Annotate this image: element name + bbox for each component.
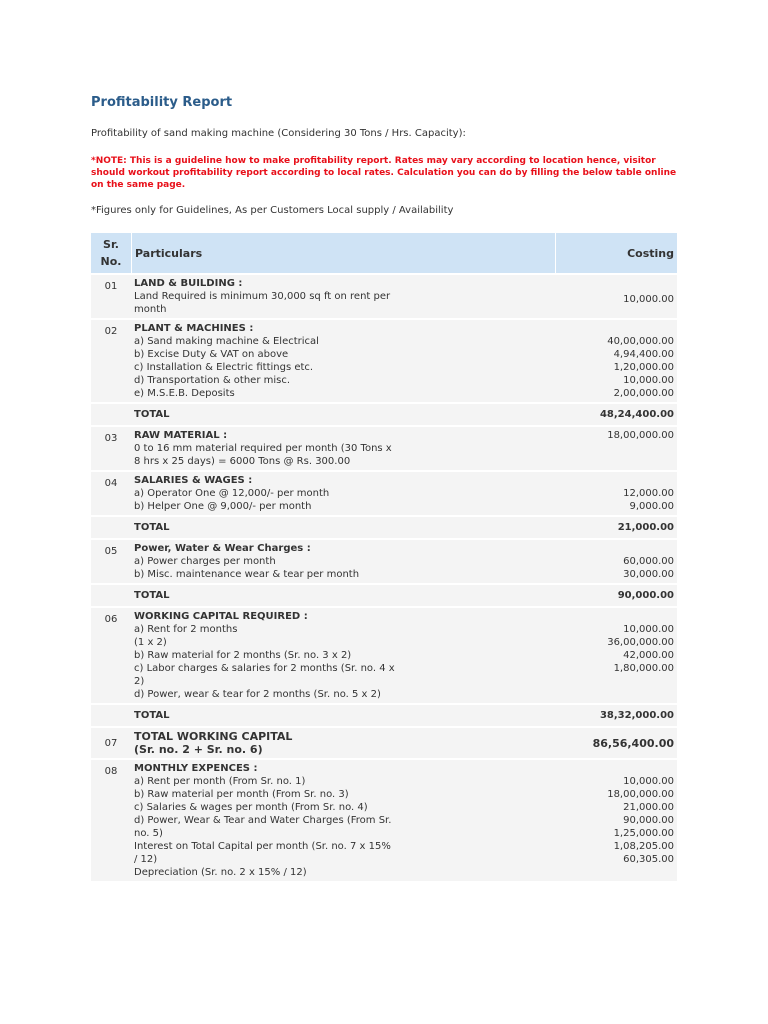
- section-subheading: (Sr. no. 2 + Sr. no. 6): [134, 743, 263, 756]
- row-particulars: [131, 540, 555, 583]
- line-item: c) Salaries & wages per month (From Sr. no. 4): [134, 802, 368, 813]
- cost-value: 10,000.00: [623, 294, 674, 305]
- cost-value: 10,000.00: [623, 776, 674, 787]
- line-item: a) Sand making machine & Electrical: [134, 336, 319, 347]
- cost-value: 9,000.00: [629, 501, 674, 512]
- row-particulars: [131, 427, 555, 470]
- row-description: Land Required is minimum 30,000 sq ft on rent per month: [134, 291, 391, 315]
- line-item: d) Power, Wear & Tear and Water Charges (From Sr. no. 5): [134, 815, 392, 839]
- total-value: 21,000.00: [555, 517, 677, 538]
- total-row: [91, 585, 677, 606]
- cost-value: 60,000.00: [623, 556, 674, 567]
- header-costing: Costing: [555, 233, 677, 273]
- total-value: 90,000.00: [555, 585, 677, 606]
- line-item: b) Raw material per month (From Sr. no. 3): [134, 789, 349, 800]
- line-item: c) Labor charges & salaries for 2 months (Sr. no. 4 x 2): [134, 663, 395, 687]
- row-number: 04: [91, 472, 131, 515]
- section-heading: TOTAL WORKING CAPITAL: [134, 730, 293, 743]
- row-particulars: [131, 728, 555, 758]
- line-item: b) Excise Duty & VAT on above: [134, 349, 289, 360]
- row-particulars: [131, 760, 555, 881]
- cost-value: 30,000.00: [623, 569, 674, 580]
- line-item: b) Raw material for 2 months (Sr. no. 3 x 2): [134, 650, 352, 661]
- cost-value: 1,25,000.00: [613, 828, 674, 839]
- page-title: Profitability Report: [91, 95, 233, 110]
- profitability-table: [91, 231, 677, 883]
- table-row: [91, 728, 677, 758]
- row-cost: [555, 427, 677, 470]
- section-heading: RAW MATERIAL :: [134, 430, 228, 441]
- line-item: a) Rent for 2 months (1 x 2): [134, 624, 238, 648]
- table-row: [91, 472, 677, 515]
- cost-value: 12,000.00: [623, 488, 674, 499]
- total-label: TOTAL: [131, 517, 555, 538]
- section-heading: WORKING CAPITAL REQUIRED :: [134, 611, 308, 622]
- line-item: b) Helper One @ 9,000/- per month: [134, 501, 312, 512]
- row-number: 02: [91, 320, 131, 402]
- row-particulars: [131, 320, 555, 402]
- row-number: 03: [91, 427, 131, 470]
- total-row: [91, 705, 677, 726]
- total-label: TOTAL: [131, 585, 555, 606]
- row-number: 07: [91, 728, 131, 758]
- cost-value: 1,08,205.00: [613, 841, 674, 852]
- line-item: d) Power, wear & tear for 2 months (Sr. no. 5 x 2): [134, 689, 381, 700]
- cost-value: 42,000.00: [623, 650, 674, 661]
- row-number: 01: [91, 275, 131, 318]
- table-row: [91, 540, 677, 583]
- table-header-row: [91, 233, 677, 273]
- cost-value: 18,00,000.00: [607, 430, 674, 441]
- row-number: 08: [91, 760, 131, 881]
- row-cost: [555, 540, 677, 583]
- row-description: 0 to 16 mm material required per month (30 Tons x 8 hrs x 25 days) = 6000 Tons @ Rs. 300.00: [134, 443, 392, 467]
- total-value: 48,24,400.00: [555, 404, 677, 425]
- cost-value: 10,000.00: [623, 624, 674, 635]
- row-cost: [555, 608, 677, 703]
- figures-note: *Figures only for Guidelines, As per Customers Local supply / Availability: [91, 205, 454, 216]
- row-particulars: [131, 472, 555, 515]
- row-cost: [555, 760, 677, 881]
- note-text: *NOTE: This is a guideline how to make profitability report. Rates may vary according to location hence, visitor should workout profitability report according to local rates. Calculation you can do by filling the below table online on the same page.: [91, 156, 677, 190]
- row-cost: 86,56,400.00: [555, 728, 677, 758]
- section-heading: Power, Water & Wear Charges :: [134, 543, 311, 554]
- cost-value: 1,20,000.00: [613, 362, 674, 373]
- total-value: 38,32,000.00: [555, 705, 677, 726]
- cost-value: 36,00,000.00: [607, 637, 674, 648]
- cost-value: 2,00,000.00: [613, 388, 674, 399]
- cost-value: 90,000.00: [623, 815, 674, 826]
- line-item: c) Installation & Electric fittings etc.: [134, 362, 314, 373]
- line-item: a) Rent per month (From Sr. no. 1): [134, 776, 306, 787]
- table-row: [91, 608, 677, 703]
- table-row: [91, 760, 677, 881]
- line-item: b) Misc. maintenance wear & tear per month: [134, 569, 360, 580]
- line-item: Depreciation (Sr. no. 2 x 15% / 12): [134, 867, 307, 878]
- section-heading: PLANT & MACHINES :: [134, 323, 254, 334]
- total-row: [91, 404, 677, 425]
- intro-text: Profitability of sand making machine (Considering 30 Tons / Hrs. Capacity):: [91, 128, 466, 139]
- line-item: a) Power charges per month: [134, 556, 276, 567]
- row-particulars: [131, 608, 555, 703]
- header-sr-no: Sr. No.: [91, 233, 131, 273]
- table-row: [91, 275, 677, 318]
- row-cost: [555, 275, 677, 318]
- header-particulars: Particulars: [131, 233, 555, 273]
- line-item: a) Operator One @ 12,000/- per month: [134, 488, 330, 499]
- section-heading: MONTHLY EXPENCES :: [134, 763, 258, 774]
- row-cost: [555, 472, 677, 515]
- table-row: [91, 320, 677, 402]
- total-row: [91, 517, 677, 538]
- cost-value: 10,000.00: [623, 375, 674, 386]
- cost-value: 4,94,400.00: [613, 349, 674, 360]
- total-label: TOTAL: [131, 404, 555, 425]
- row-number: 05: [91, 540, 131, 583]
- section-heading: SALARIES & WAGES :: [134, 475, 253, 486]
- cost-value: 1,80,000.00: [613, 663, 674, 674]
- line-item: d) Transportation & other misc.: [134, 375, 291, 386]
- line-item: Interest on Total Capital per month (Sr. no. 7 x 15% / 12): [134, 841, 391, 865]
- table-row: [91, 427, 677, 470]
- cost-value: 21,000.00: [623, 802, 674, 813]
- row-cost: [555, 320, 677, 402]
- line-item: e) M.S.E.B. Deposits: [134, 388, 235, 399]
- section-heading: LAND & BUILDING :: [134, 278, 243, 289]
- row-number: 06: [91, 608, 131, 703]
- cost-value: 40,00,000.00: [607, 336, 674, 347]
- cost-value: 60,305.00: [623, 854, 674, 865]
- cost-value: 18,00,000.00: [607, 789, 674, 800]
- total-label: TOTAL: [131, 705, 555, 726]
- row-particulars: [131, 275, 555, 318]
